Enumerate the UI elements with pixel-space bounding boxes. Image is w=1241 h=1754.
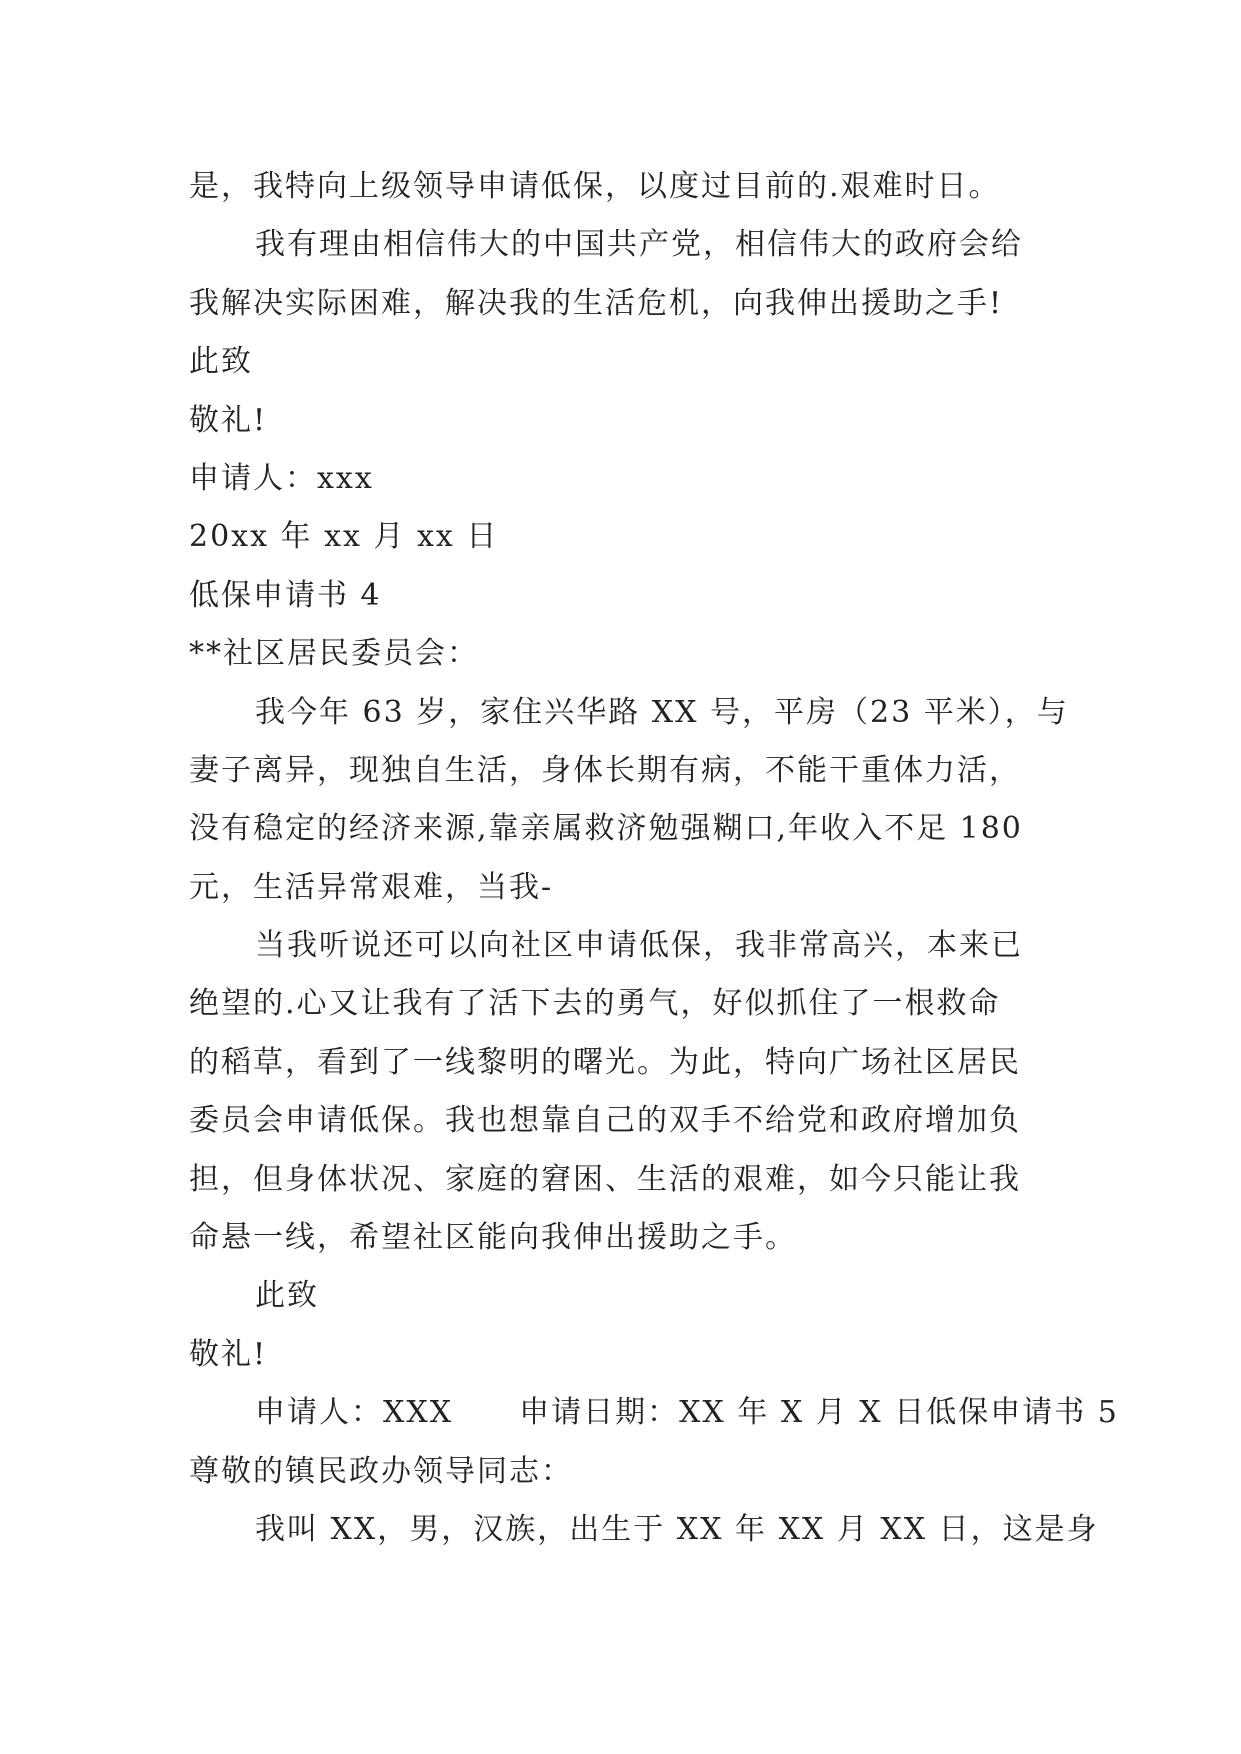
text-line: 元，生活异常艰难，当我- — [189, 869, 554, 905]
signature-line — [189, 1384, 1119, 1442]
text-line: 委员会申请低保。我也想靠自己的双手不给党和政府增加负 — [189, 1103, 1021, 1139]
text-line: 我有理由相信伟大的中国共产党，相信伟大的政府会给 — [255, 227, 1023, 263]
text-line: 我今年 63 岁，家住兴华路 XX 号，平房（23 平米），与 — [255, 694, 1069, 730]
text-line: 妻子离异，现独自生活，身体长期有病，不能干重体力活， — [189, 752, 1021, 788]
text-line: 当我听说还可以向社区申请低保，我非常高兴，本来已 — [255, 928, 1023, 964]
addressee: **社区居民委员会： — [189, 636, 479, 672]
text-line: 命悬一线，希望社区能向我伸出援助之手。 — [189, 1220, 797, 1256]
text-line: 我解决实际困难，解决我的生活危机，向我伸出援助之手! — [189, 285, 1004, 321]
document-body — [189, 158, 1119, 1559]
text-line: 的稻草，看到了一线黎明的曙光。为此，特向广场社区居民 — [189, 1044, 1021, 1080]
text-line: 担，但身体状况、家庭的窘困、生活的艰难，如今只能让我 — [189, 1161, 1021, 1197]
application-date: 20xx 年 xx 月 xx 日 — [189, 519, 499, 555]
applicant-signature: 申请人：xxx — [189, 460, 374, 496]
applicant-signature: 申请人：XXX — [255, 1395, 454, 1431]
application-date: 申请日期：XX 年 X 月 X 日低保申请书 5 — [519, 1395, 1119, 1431]
closing-salutation: 此致 — [189, 344, 253, 380]
closing-regards: 敬礼! — [189, 402, 268, 438]
addressee: 尊敬的镇民政办领导同志： — [189, 1453, 573, 1489]
text-line: 没有稳定的经济来源,靠亲属救济勉强糊口,年收入不足 180 — [189, 811, 1023, 847]
text-line: 我叫 XX，男，汉族，出生于 XX 年 XX 月 XX 日，这是身 — [255, 1511, 1099, 1547]
text-line: 是，我特向上级领导申请低保，以度过目前的.艰难时日。 — [189, 169, 1001, 204]
closing-salutation: 此致 — [255, 1278, 319, 1314]
text-line: 绝望的.心又让我有了活下去的勇气，好似抓住了一根救命 — [189, 986, 1001, 1022]
closing-regards: 敬礼! — [189, 1336, 268, 1372]
section-title: 低保申请书 4 — [189, 577, 382, 613]
